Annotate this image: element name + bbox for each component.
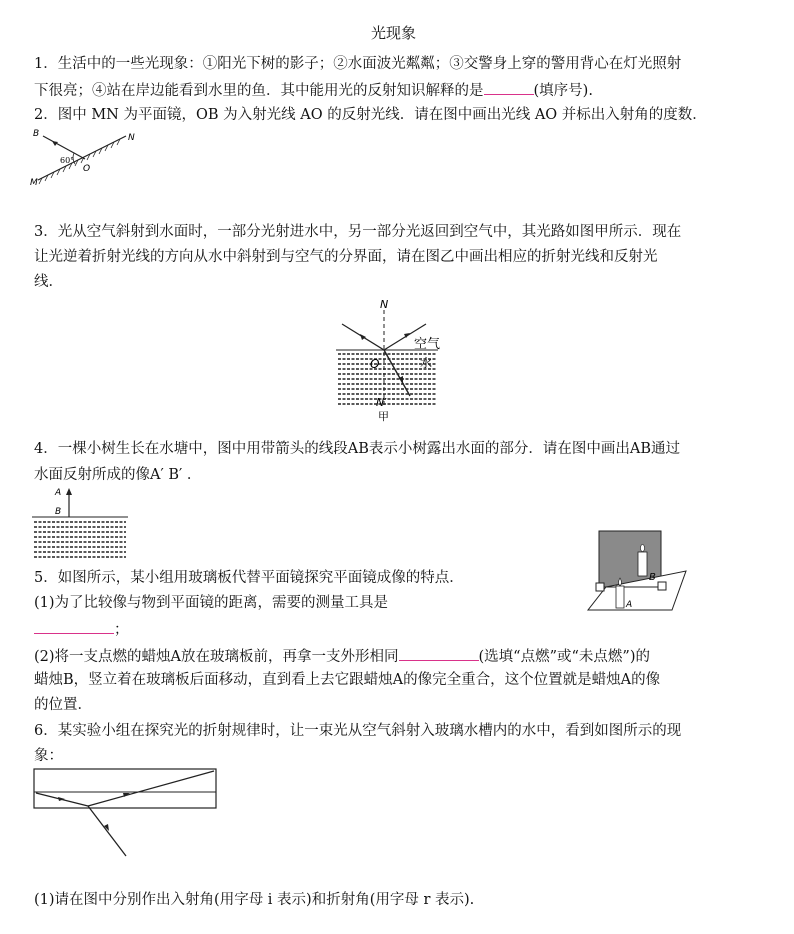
q4-tree-arrow — [66, 488, 72, 495]
q3-label-air: 空气 — [414, 337, 441, 352]
q4-label-b: B — [55, 507, 62, 517]
q2-mirror-hatching — [39, 139, 120, 184]
q5-label-a: A — [626, 600, 633, 610]
q5-label-b: B — [649, 572, 656, 583]
q5-line3-suffix: ； — [114, 622, 129, 638]
q4-tree-figure[interactable] — [30, 484, 130, 566]
q2-text: 2．图中 MN 为平面镜，OB 为入射光线 AO 的反射光线．请在图中画出光线 AO 并标出入射角的度数． — [34, 107, 707, 123]
q1-line2 — [34, 80, 593, 100]
q5-line2: (1)为了比较像与物到平面镜的距离，需要的测量工具是 — [34, 595, 389, 611]
q6-line1: 6．某实验小组在探究光的折射规律时，让一束光从空气斜射入玻璃水槽内的水中，看到如图所示的现 — [34, 723, 682, 739]
q5-line6: 的位置． — [34, 697, 92, 713]
q4-water-region — [34, 522, 126, 557]
q3-incident-arrow — [360, 334, 366, 340]
q5-glass-figure[interactable] — [586, 528, 694, 618]
q3-refraction-figure[interactable] — [326, 296, 466, 424]
q2-label-m: M — [30, 178, 38, 188]
q1-line2-suffix: (填序号). — [533, 83, 593, 99]
q5-line3 — [34, 619, 129, 639]
q6-refracted-ray — [88, 806, 126, 856]
q2-label-o: O — [83, 164, 91, 174]
q2-label-b: B — [33, 129, 40, 139]
q5-line4-suffix: (选填“点燃”或“未点燃”)的 — [478, 649, 650, 665]
q2-mirror-figure[interactable] — [30, 128, 140, 190]
q6-tank — [34, 769, 216, 808]
q3-label-o: O — [370, 357, 380, 371]
q1-line1: 1．生活中的一些光现象：①阳光下树的影子；②水面波光粼粼；③交警身上穿的警用背心在灯光照射 — [34, 56, 682, 72]
q5-line4-text: (2)将一支点燃的蜡烛A放在玻璃板前，再拿一支外形相同 — [34, 649, 399, 665]
q4-label-a: A — [55, 488, 62, 498]
q4-line2: 水面反射所成的像A′ B′ ． — [34, 467, 202, 483]
q5-candle-blank[interactable] — [399, 646, 479, 661]
q1-line2-text: 下很亮；④站在岸边能看到水里的鱼．其中能用光的反射知识解释的是 — [34, 83, 484, 99]
page-title: 光现象 — [371, 24, 417, 42]
q5-line1: 5．如图所示，某小组用玻璃板代替平面镜探究平面镜成像的特点． — [34, 570, 464, 586]
q5-clamp-right — [658, 582, 666, 590]
q1-answer-blank[interactable] — [484, 80, 534, 95]
q3-line2: 让光逆着折射光线的方向从水中斜射到与空气的分界面，请在图乙中画出相应的折射光线和反射光 — [34, 249, 658, 265]
q5-line5: 蜡烛B，竖立着在玻璃板后面移动，直到看上去它跟蜡烛A的像完全重合，这个位置就是蜡烛A的像 — [34, 672, 661, 688]
q3-caption: 甲 — [378, 410, 389, 423]
q3-line1: 3．光从空气斜射到水面时，一部分光射进水中，另一部分光返回到空气中，其光路如图甲所示．现在 — [34, 224, 682, 240]
q5-clamp-left — [596, 583, 604, 591]
q6-line2: 象： — [34, 748, 63, 764]
q3-label-n-prime: N′ — [376, 396, 387, 409]
q6-sub1: (1)请在图中分别作出入射角(用字母 i 表示)和折射角(用字母 r 表示). — [34, 892, 475, 908]
q4-line1: 4．一棵小树生长在水塘中，图中用带箭头的线段AB表示小树露出水面的部分．请在图中画出AB通过 — [34, 441, 680, 457]
q3-label-n: N — [380, 298, 389, 311]
q3-line3: 线． — [34, 274, 63, 290]
q5-line4 — [34, 646, 650, 666]
q6-tank-figure[interactable] — [30, 766, 220, 862]
q2-angle-label: 60° — [60, 156, 75, 165]
q3-label-water: 水 — [420, 356, 433, 370]
q2-label-n: N — [128, 133, 135, 143]
q5-tool-blank[interactable] — [34, 619, 114, 634]
q6-reflected-ray — [88, 771, 214, 806]
